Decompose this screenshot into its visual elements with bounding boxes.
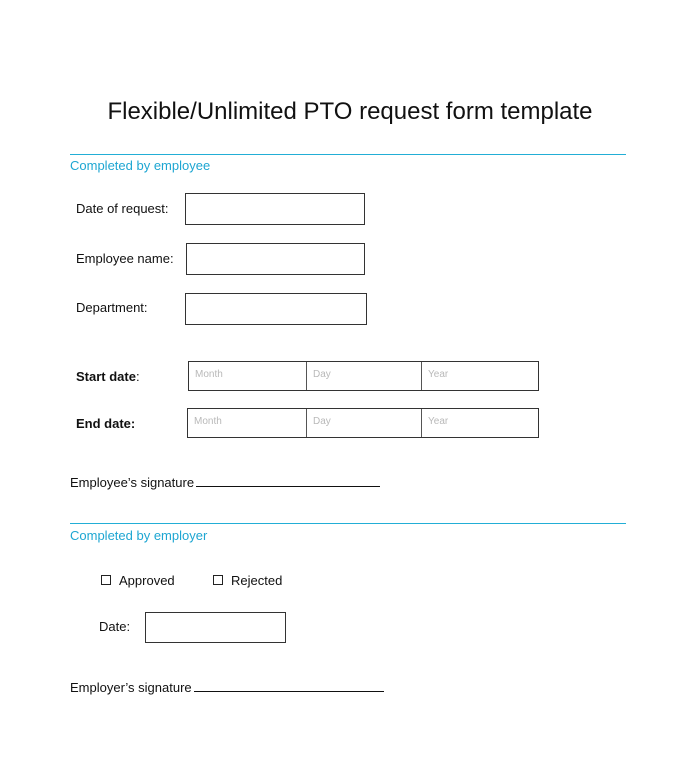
- date-of-request-label: Date of request:: [76, 201, 169, 216]
- start-date-year-input[interactable]: Year: [421, 362, 538, 390]
- start-date-colon: :: [135, 369, 140, 384]
- start-date-day-input[interactable]: Day: [306, 362, 421, 390]
- department-label: Department:: [76, 300, 148, 315]
- rejected-label: Rejected: [231, 573, 283, 588]
- employee-name-label: Employee name:: [76, 251, 174, 266]
- section-heading-employer: Completed by employer: [70, 528, 208, 543]
- date-of-request-field[interactable]: [185, 193, 365, 225]
- end-date-day-input[interactable]: Day: [306, 409, 421, 437]
- section-divider-employer: [70, 523, 626, 524]
- start-date-field: [188, 361, 539, 391]
- end-date-month-input[interactable]: Month: [194, 416, 222, 427]
- employer-date-field[interactable]: [145, 612, 286, 643]
- employer-signature-label: Employer’s signature: [70, 680, 192, 695]
- employer-signature-line[interactable]: [194, 691, 384, 692]
- employee-signature-label: Employee’s signature: [70, 475, 195, 490]
- end-date-field: [187, 408, 539, 438]
- start-date-label-group: [76, 369, 140, 384]
- start-date-label: Start date: [76, 369, 136, 384]
- end-date-label: End date:: [76, 416, 136, 431]
- employer-date-label: Date:: [99, 619, 131, 634]
- approved-label: Approved: [119, 573, 175, 588]
- form-title: Flexible/Unlimited PTO request form template: [107, 98, 593, 125]
- start-date-month-input[interactable]: Month: [195, 369, 223, 380]
- employee-signature-line[interactable]: [196, 486, 380, 487]
- department-field[interactable]: [185, 293, 367, 325]
- employee-name-field[interactable]: [186, 243, 365, 275]
- end-date-year-input[interactable]: Year: [421, 409, 538, 437]
- section-divider-employee: [70, 154, 626, 155]
- section-heading-employee: Completed by employee: [70, 158, 211, 173]
- rejected-checkbox[interactable]: [213, 575, 223, 585]
- approved-checkbox[interactable]: [101, 575, 111, 585]
